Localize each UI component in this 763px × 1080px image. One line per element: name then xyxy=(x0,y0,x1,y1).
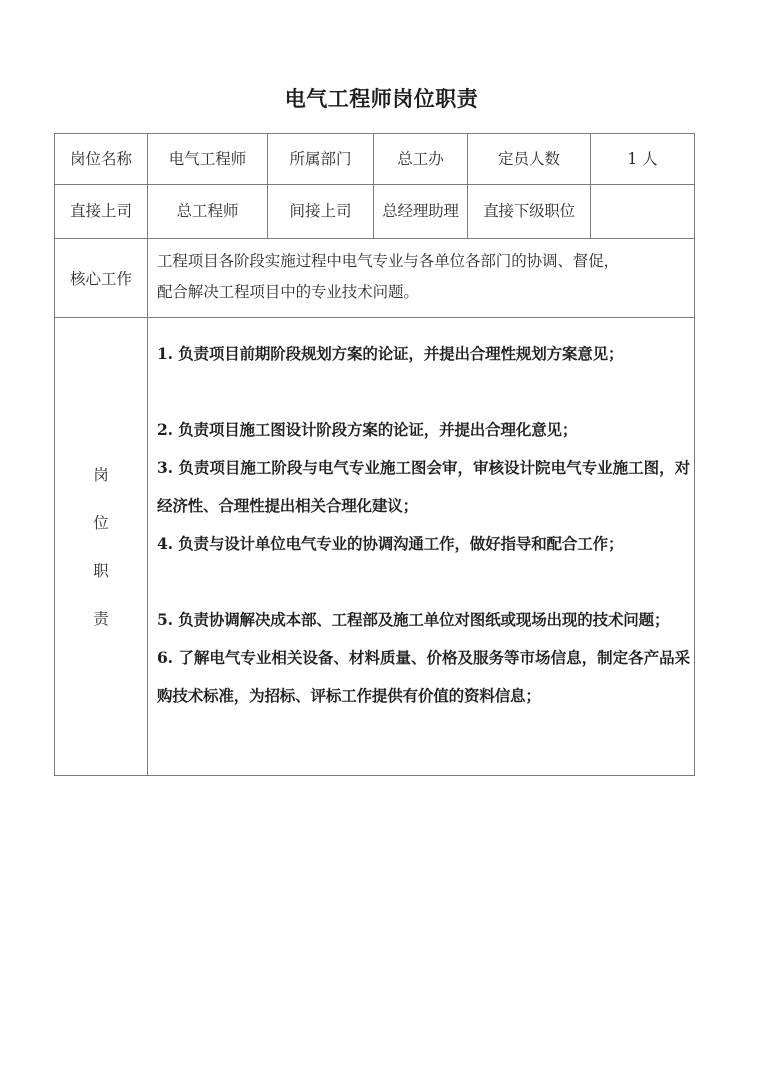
department-value: 总工办 xyxy=(374,134,468,185)
duties-label-char: 责 xyxy=(93,609,109,628)
headcount-label: 定员人数 xyxy=(468,134,591,185)
duties-label-char: 职 xyxy=(93,561,109,580)
position-name-label: 岗位名称 xyxy=(55,134,148,185)
duties-label-char: 岗 xyxy=(93,465,109,484)
list-item xyxy=(157,525,690,563)
headcount-value: 1 人 xyxy=(591,134,695,185)
table-row xyxy=(55,239,695,318)
page-title: 电气工程师岗位职责 xyxy=(284,86,479,111)
duty-text: 负责项目前期阶段规划方案的论证，并提出合理性规划方案意见； xyxy=(178,344,624,363)
list-item xyxy=(157,411,690,449)
list-item xyxy=(157,335,690,373)
job-description-table xyxy=(54,133,695,776)
direct-supervisor-label: 直接上司 xyxy=(55,185,148,239)
duty-number: 1. xyxy=(157,344,173,363)
duty-number: 5. xyxy=(157,610,173,629)
department-label: 所属部门 xyxy=(268,134,374,185)
indirect-supervisor-value: 总经理助理 xyxy=(374,185,468,239)
table-row xyxy=(55,134,695,185)
duties-value xyxy=(148,318,695,776)
duty-text: 了解电气专业相关设备、材料质量、价格及服务等市场信息，制定各产品采购技术标准，为招标、评标工作提供有价值的资料信息； xyxy=(157,648,691,705)
table-row xyxy=(55,318,695,776)
direct-subordinate-label: 直接下级职位 xyxy=(468,185,591,239)
core-work-value xyxy=(148,239,695,318)
core-work-line-2: 配合解决工程项目中的专业技术问题。 xyxy=(157,283,419,301)
list-item xyxy=(157,639,690,715)
indirect-supervisor-label: 间接上司 xyxy=(268,185,374,239)
duty-number: 4. xyxy=(157,534,173,553)
table-row xyxy=(55,185,695,239)
duty-text: 负责协调解决成本部、工程部及施工单位对图纸或现场出现的技术问题； xyxy=(178,610,670,629)
direct-subordinate-value xyxy=(591,185,695,239)
core-work-label: 核心工作 xyxy=(55,239,148,318)
duties-list xyxy=(157,335,690,715)
duty-number: 3. xyxy=(157,458,173,477)
duty-text: 负责项目施工阶段与电气专业施工图会审，审核设计院电气专业施工图，对经济性、合理性提出相关合理化建议； xyxy=(157,458,691,515)
duties-label xyxy=(55,318,148,776)
duties-label-char: 位 xyxy=(93,513,109,532)
list-item xyxy=(157,449,690,525)
duty-text: 负责与设计单位电气专业的协调沟通工作，做好指导和配合工作； xyxy=(178,534,624,553)
direct-supervisor-value: 总工程师 xyxy=(148,185,268,239)
position-name-value: 电气工程师 xyxy=(148,134,268,185)
duty-text: 负责项目施工图设计阶段方案的论证，并提出合理化意见； xyxy=(178,420,578,439)
list-item xyxy=(157,601,690,639)
duty-number: 6. xyxy=(157,648,173,667)
core-work-line-1: 工程项目各阶段实施过程中电气专业与各单位各部门的协调、督促， xyxy=(157,252,620,270)
duty-number: 2. xyxy=(157,420,173,439)
